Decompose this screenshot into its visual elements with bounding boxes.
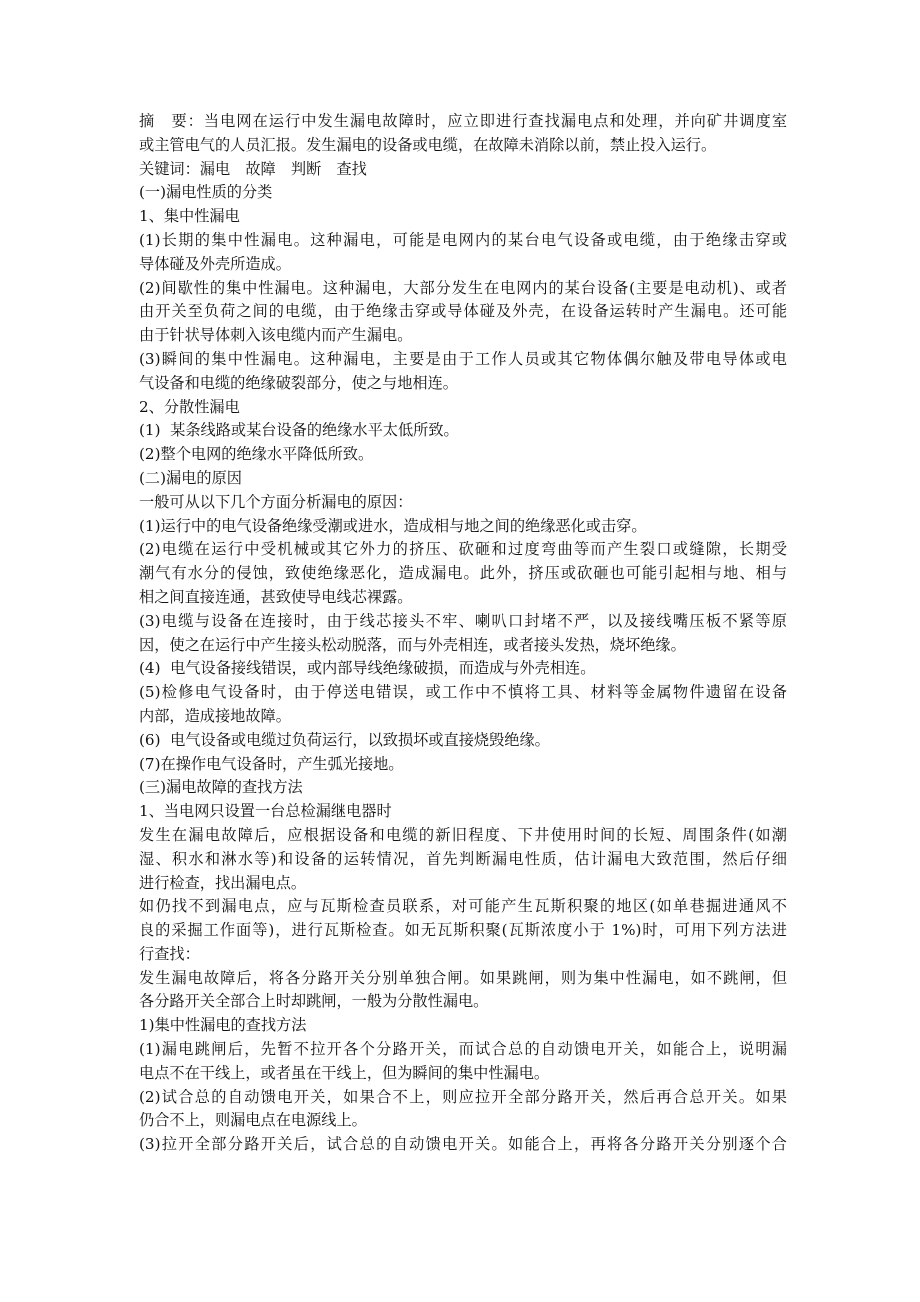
section-heading-3: (三)漏电故障的查找方法 (139, 778, 303, 797)
paragraph-line: (5)检修电气设备时，由于停送电错误，或工作中不慎将工具、材料等金属物件遗留在设备 (139, 683, 787, 702)
paragraph-line: 各分路开关全部合上时却跳闸，一般为分散性漏电。 (139, 992, 489, 1011)
paragraph-line: 因，使之在运行中产生接头松动脱落，而与外壳相连，或者接头发热，烧坏绝缘。 (139, 635, 686, 654)
abstract-line-2: 或主管电气的人员汇报。发生漏电的设备或电缆，在故障未消除以前，禁止投入运行。 (139, 135, 717, 154)
paragraph-line: (2)间歇性的集中性漏电。这种漏电，大部分发生在电网内的某台设备(主要是电动机)、或者 (139, 278, 787, 297)
paragraph-line: 一般可从以下几个方面分析漏电的原因： (139, 492, 413, 511)
document-body (139, 110, 787, 1157)
paragraph-line: (1)长期的集中性漏电。这种漏电，可能是电网内的某台电气设备或电缆，由于绝缘击穿或 (139, 230, 787, 249)
subsection-heading-1: 1、集中性漏电 (139, 207, 240, 226)
paragraph-line: 内部，造成接地故障。 (139, 706, 291, 725)
paragraph-line: 进行检查，找出漏电点。 (139, 873, 307, 892)
paragraph-line: 行查找： (139, 944, 200, 963)
paragraph-line: 潮气有水分的侵蚀，致使绝缘恶化，造成漏电。此外，挤压或砍砸也可能引起相与地、相与 (139, 564, 787, 583)
subsection-heading-3: 1、当电网只设置一台总检漏继电器时 (139, 802, 392, 821)
paragraph-line: 如仍找不到漏电点，应与瓦斯检查员联系，对可能产生瓦斯积聚的地区(如单巷掘进通风不 (139, 897, 787, 916)
paragraph-line: (2)电缆在运行中受机械或其它外力的挤压、砍砸和过度弯曲等而产生裂口或缝隙，长期受 (139, 540, 787, 559)
paragraph-line: (3)瞬间的集中性漏电。这种漏电，主要是由于工作人员或其它物体偶尔触及带电导体或电 (139, 349, 787, 368)
paragraph-line: 湿、积水和淋水等)和设备的运转情况，首先判断漏电性质，估计漏电大致范围，然后仔细 (139, 849, 787, 868)
paragraph-line: 由于针状导体刺入该电缆内而产生漏电。 (139, 326, 413, 345)
paragraph-line: (1)漏电跳闸后，先暂不拉开各个分路开关，而试合总的自动馈电开关，如能合上，说明漏 (139, 1040, 787, 1059)
abstract-line-1: 摘 要：当电网在运行中发生漏电故障时，应立即进行查找漏电点和处理，并向矿井调度室 (139, 112, 787, 130)
paragraph-line: 发生漏电故障后，将各分路开关分别单独合闸。如果跳闸，则为集中性漏电，如不跳闸，但 (139, 968, 787, 987)
paragraph-line: (1) 某条线路或某台设备的绝缘水平太低所致。 (139, 421, 459, 440)
paragraph-line: 由开关至负荷之间的电缆，由于绝缘击穿或导体碰及外壳，在设备运转时产生漏电。还可能 (139, 302, 787, 321)
subsection-heading-4: 1)集中性漏电的查找方法 (139, 1016, 307, 1035)
paragraph-line: (3)电缆与设备在连接时，由于线芯接头不牢、喇叭口封堵不严，以及接线嘴压板不紧等原 (139, 611, 787, 630)
paragraph-line: 良的采掘工作面等)，进行瓦斯检查。如无瓦斯积聚(瓦斯浓度小于 1%)时，可用下列方法进 (139, 921, 787, 940)
paragraph-line: (6) 电气设备或电缆过负荷运行，以致损坏或直接烧毁绝缘。 (139, 730, 550, 749)
paragraph-line: 气设备和电缆的绝缘破裂部分，使之与地相连。 (139, 373, 458, 392)
section-heading-1: (一)漏电性质的分类 (139, 183, 273, 202)
section-heading-2: (二)漏电的原因 (139, 468, 242, 487)
paragraph-line: 导体碰及外壳所造成。 (139, 254, 291, 273)
paragraph-line: (2)整个电网的绝缘水平降低所致。 (139, 445, 374, 464)
paragraph-line: (3)拉开全部分路开关后，试合总的自动馈电开关。如能合上，再将各分路开关分别逐个合 (139, 1135, 787, 1154)
paragraph-line: (1)运行中的电气设备绝缘受潮或进水，造成相与地之间的绝缘恶化或击穿。 (139, 516, 647, 535)
paragraph-line: (2)试合总的自动馈电开关，如果合不上，则应拉开全部分路开关，然后再合总开关。如果 (139, 1087, 787, 1106)
paragraph-line: 发生在漏电故障后，应根据设备和电缆的新旧程度、下井使用时间的长短、周围条件(如潮 (139, 825, 787, 844)
paragraph-line: 仍合不上，则漏电点在电源线上。 (139, 1111, 367, 1130)
paragraph-line: 相之间直接连通，甚致使导电线芯裸露。 (139, 587, 413, 606)
paragraph-line: 电点不在干线上，或者虽在干线上，但为瞬间的集中性漏电。 (139, 1063, 550, 1082)
subsection-heading-2: 2、分散性漏电 (139, 397, 240, 416)
keywords-line: 关键词：漏电 故障 判断 查找 (139, 159, 367, 178)
paragraph-line: (4) 电气设备接线错误，或内部导线绝缘破损，而造成与外壳相连。 (139, 659, 596, 678)
paragraph-line: (7)在操作电气设备时，产生弧光接地。 (139, 754, 404, 773)
